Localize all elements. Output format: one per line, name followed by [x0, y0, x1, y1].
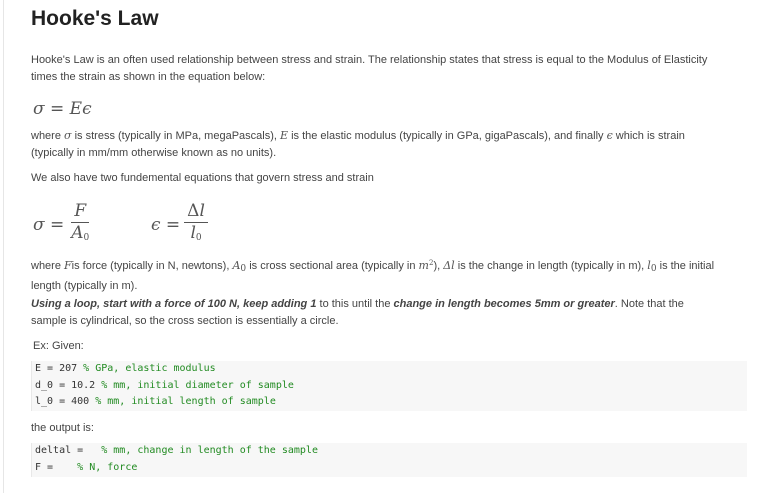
delta-l-symbol: Δl: [443, 259, 455, 272]
given-code-block: [31, 361, 747, 411]
m-squared-symbol: $m^2$: [418, 259, 434, 272]
strain-fraction: $\frac{\Delta l}{l_0}$: [184, 202, 208, 248]
code-line: d_0 = 10.2 % mm, initial diameter of sample: [35, 379, 294, 391]
instructions-paragraph: Using a loop, start with a force of 100 N, keep adding 1 to this until the change in length becomes 5mm or greater. Note that the sample is cylindrical, so the cross section is essentially a circle.: [31, 298, 684, 327]
a0-symbol: $A_0$: [232, 259, 247, 274]
strain-equation: ϵ = $\frac{\Delta l}{l_0}$: [151, 202, 208, 248]
fundamental-intro: We also have two fundemental equations that govern stress and strain: [31, 172, 374, 184]
output-label: the output is:: [31, 422, 94, 434]
code-line: E = 207 % GPa, elastic modulus: [35, 363, 216, 374]
stress-fraction: $\frac{F}{A_0}$: [71, 201, 90, 243]
variables-paragraph: where σ is stress (typically in MPa, megaPascals), E is the elastic modulus (typically in GPa, gigaPascals), and finally ϵ which is strain (typically in mm/mm otherwise known as no units).: [31, 129, 685, 159]
hookes-law-equation: σ = Eϵ: [33, 99, 92, 119]
code-line: l_0 = 400 % mm, initial length of sample: [35, 396, 276, 407]
code-line: deltal = % mm, change in length of the sample: [35, 445, 318, 456]
definitions-paragraph: where Fis force (typically in N, newtons), $A_0$ is cross sectional area (typically in $m^2$), Δl is the change in length (typically in m), $l_0$ is the initial length (typically in m).: [31, 259, 715, 292]
l0-symbol: $l_0$: [647, 259, 657, 274]
intro-paragraph: Hooke's Law is an often used relationship between stress and strain. The relationship states that stress is equal to the Modulus of Elasticity times the strain as shown in the equation below:: [31, 54, 708, 83]
sigma-symbol: σ: [64, 129, 72, 142]
page-title: Hooke's Law: [31, 7, 159, 30]
epsilon-symbol: ϵ: [606, 129, 613, 142]
output-code-block: [31, 443, 747, 477]
left-border-rule: [3, 0, 4, 493]
stress-equation: σ = $\frac{F}{A_0}$: [33, 202, 92, 248]
f-symbol: F: [64, 259, 72, 272]
e-symbol: E: [280, 129, 289, 142]
code-line: F = % N, force: [35, 461, 138, 473]
example-label: Ex: Given:: [33, 340, 84, 352]
